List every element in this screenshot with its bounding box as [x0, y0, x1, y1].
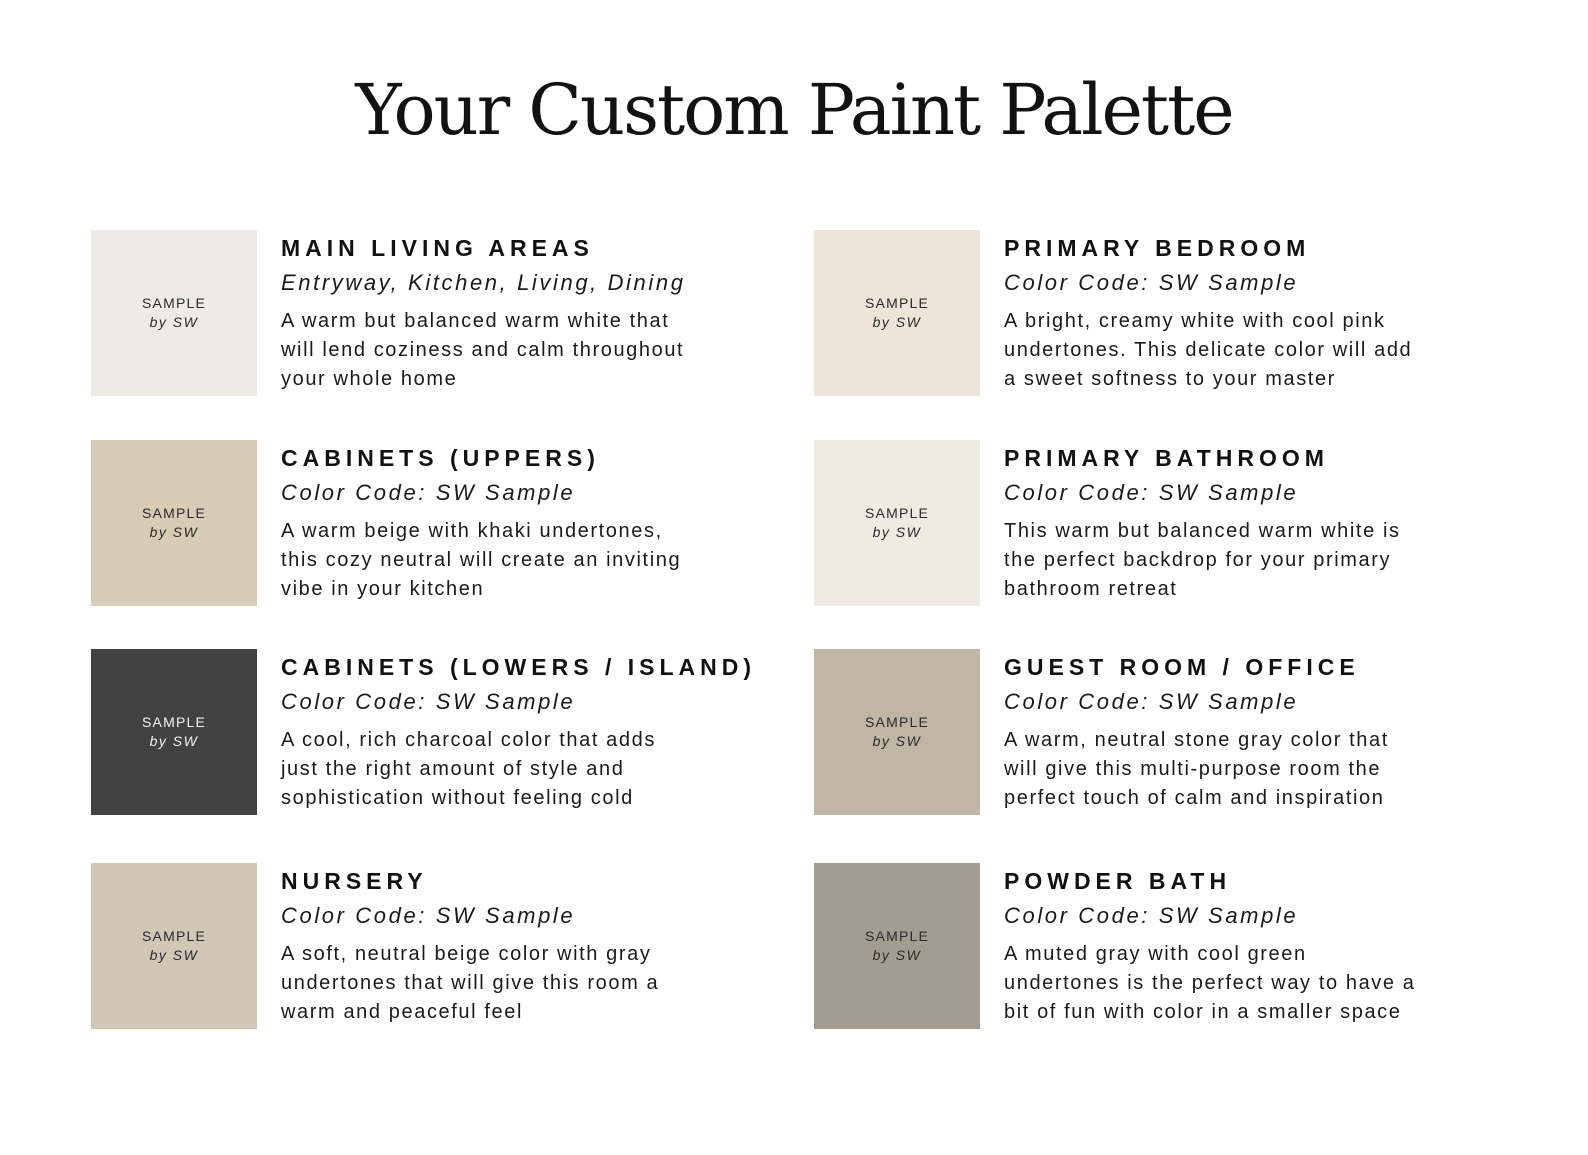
page-title: Your Custom Paint Palette — [355, 69, 1233, 151]
swatch-sample-label: SAMPLE — [142, 928, 206, 944]
description-line: A warm beige with khaki undertones, — [281, 520, 663, 542]
description-line: just the right amount of style and — [281, 758, 625, 780]
description-line: warm and peaceful feel — [281, 1001, 523, 1023]
swatch-sample-label: SAMPLE — [142, 295, 206, 311]
room-description — [281, 726, 791, 813]
room-description — [281, 940, 791, 1027]
swatch-brand-label: by SW — [872, 314, 922, 330]
description-line: bit of fun with color in a smaller space — [1004, 1001, 1402, 1023]
description-line: will give this multi-purpose room the — [1004, 758, 1382, 780]
palette-entry-cabinets-lowers-island — [91, 649, 791, 819]
swatch-sample-label: SAMPLE — [142, 505, 206, 521]
swatch-brand-label: by SW — [149, 524, 199, 540]
room-title: CABINETS (LOWERS / ISLAND) — [281, 654, 756, 680]
room-description — [281, 517, 791, 604]
room-subtitle: Color Code: SW Sample — [1004, 270, 1299, 295]
color-swatch — [91, 863, 257, 1029]
palette-entry-powder-bath — [814, 863, 1514, 1033]
description-line: A cool, rich charcoal color that adds — [281, 729, 656, 751]
color-swatch — [91, 649, 257, 815]
description-line: vibe in your kitchen — [281, 578, 485, 600]
description-line: A muted gray with cool green — [1004, 943, 1307, 965]
room-description — [1004, 940, 1514, 1027]
room-title: PRIMARY BEDROOM — [1004, 235, 1311, 261]
room-description — [1004, 307, 1514, 394]
description-line: this cozy neutral will create an inviting — [281, 549, 682, 571]
swatch-brand-label: by SW — [149, 947, 199, 963]
room-subtitle: Color Code: SW Sample — [281, 689, 576, 714]
room-title: PRIMARY BATHROOM — [1004, 445, 1329, 471]
palette-entry-nursery — [91, 863, 791, 1033]
description-line: a sweet softness to your master — [1004, 368, 1336, 390]
room-title: MAIN LIVING AREAS — [281, 235, 594, 261]
palette-entry-primary-bathroom — [814, 440, 1514, 610]
room-title: POWDER BATH — [1004, 868, 1232, 894]
description-line: sophistication without feeling cold — [281, 787, 634, 809]
description-line: undertones. This delicate color will add — [1004, 339, 1413, 361]
palette-entry-primary-bedroom — [814, 230, 1514, 400]
description-line: will lend coziness and calm throughout — [281, 339, 685, 361]
swatch-sample-label: SAMPLE — [865, 714, 929, 730]
description-line: bathroom retreat — [1004, 578, 1178, 600]
color-swatch — [814, 863, 980, 1029]
description-line: your whole home — [281, 368, 458, 390]
swatch-sample-label: SAMPLE — [865, 928, 929, 944]
color-swatch — [91, 440, 257, 606]
swatch-brand-label: by SW — [872, 733, 922, 749]
swatch-brand-label: by SW — [872, 947, 922, 963]
swatch-brand-label: by SW — [872, 524, 922, 540]
room-title: NURSERY — [281, 868, 428, 894]
palette-entry-main-living-areas — [91, 230, 791, 400]
swatch-sample-label: SAMPLE — [865, 505, 929, 521]
palette-entry-cabinets-uppers — [91, 440, 791, 610]
room-subtitle: Color Code: SW Sample — [281, 903, 576, 928]
swatch-sample-label: SAMPLE — [865, 295, 929, 311]
room-description — [281, 307, 791, 394]
description-line: A warm but balanced warm white that — [281, 310, 670, 332]
color-swatch — [814, 440, 980, 606]
description-line: A bright, creamy white with cool pink — [1004, 310, 1386, 332]
color-swatch — [814, 230, 980, 396]
palette-entry-guest-room-office — [814, 649, 1514, 819]
description-line: the perfect backdrop for your primary — [1004, 549, 1392, 571]
room-subtitle: Entryway, Kitchen, Living, Dining — [281, 270, 686, 295]
swatch-sample-label: SAMPLE — [142, 714, 206, 730]
description-line: undertones that will give this room a — [281, 972, 660, 994]
room-title: GUEST ROOM / OFFICE — [1004, 654, 1360, 680]
color-swatch — [814, 649, 980, 815]
swatch-brand-label: by SW — [149, 733, 199, 749]
room-title: CABINETS (UPPERS) — [281, 445, 600, 471]
swatch-brand-label: by SW — [149, 314, 199, 330]
description-line: perfect touch of calm and inspiration — [1004, 787, 1385, 809]
room-subtitle: Color Code: SW Sample — [1004, 480, 1299, 505]
room-subtitle: Color Code: SW Sample — [281, 480, 576, 505]
description-line: A soft, neutral beige color with gray — [281, 943, 652, 965]
room-description — [1004, 726, 1514, 813]
description-line: This warm but balanced warm white is — [1004, 520, 1401, 542]
room-subtitle: Color Code: SW Sample — [1004, 689, 1299, 714]
room-subtitle: Color Code: SW Sample — [1004, 903, 1299, 928]
color-swatch — [91, 230, 257, 396]
room-description — [1004, 517, 1514, 604]
description-line: A warm, neutral stone gray color that — [1004, 729, 1389, 751]
description-line: undertones is the perfect way to have a — [1004, 972, 1416, 994]
